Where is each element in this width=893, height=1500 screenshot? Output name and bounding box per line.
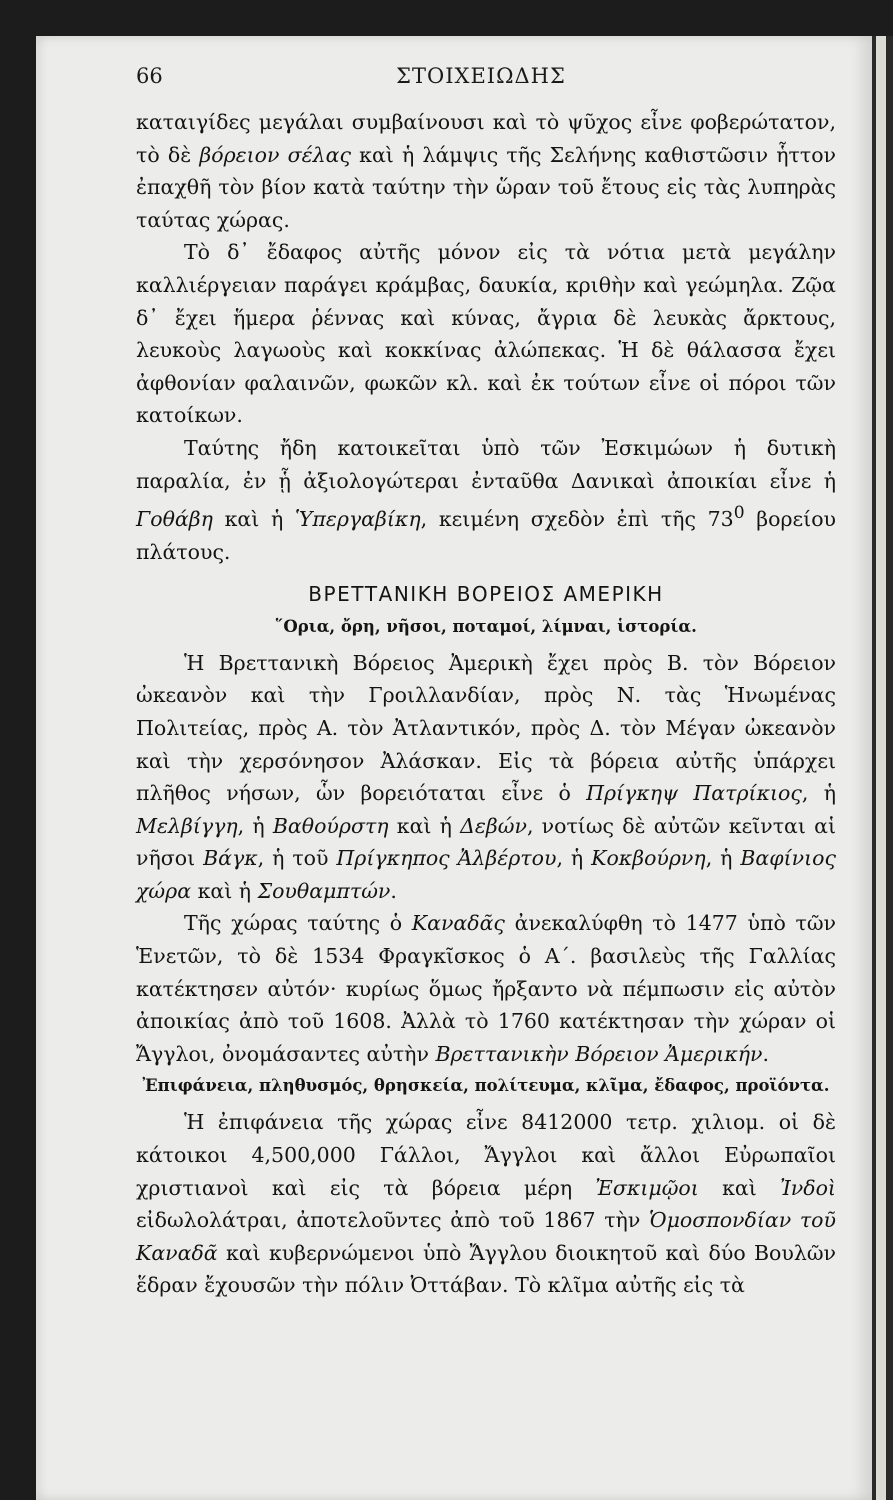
page-edge — [872, 36, 893, 1500]
paragraph-5: Τῆς χώρας ταύτης ὁ Καναδᾶς ἀνεκαλύφθη τὸ 1477 ὑπὸ τῶν Ἑνετῶν, τὸ δὲ 1534 Φραγκῖσκος ὁ Α΄. βασιλεὺς τῆς Γαλλίας κατέκτησεν αὐτόν· κυρίως ὅμως ἤρξαντο νὰ πέμπωσιν εἰς αὐτὸν ἀποικίας ἀπὸ τοῦ 1608. Ἀλλὰ τὸ 1760 κατέκτησαν τὴν χώραν οἱ Ἄγγλοι, ὀνομάσαντες αὐτὴν Βρεττανικὴν Βόρειον Ἀμερικήν. — [136, 911, 836, 1066]
paragraph-4: Ἡ Βρεττανικὴ Βόρειος Ἀμερικὴ ἔχει πρὸς Β. τὸν Βόρειον ὠκεανὸν καὶ τὴν Γροιλλανδίαν, πρὸς Ν. τὰς Ἡνωμένας Πολιτείας, πρὸς Α. τὸν Ἀτλαντικόν, πρὸς Δ. τὸν Μέγαν ὠκεανὸν καὶ τὴν χερσόνησον Ἀλάσκαν. Εἰς τὰ βόρεια αὐτῆς ὑπάρχει πλῆθος νήσων, ὧν βορειόταται εἶνε ὁ Πρίγκηψ Πατρίκιος, ἡ Μελβίγγη, ἡ Βαθούρστη καὶ ἡ Δεβών, νοτίως δὲ αὐτῶν κεῖνται αἱ νῆσοι Βάγκ, ἡ τοῦ Πρίγκηπος Ἀλβέρτου, ἡ Κοκβούρνη, ἡ Βαφίνιος χώρα καὶ ἡ Σουθαμπτών. — [136, 650, 836, 903]
running-title: ΣΤΟΙΧΕΙΩΔΗΣ — [396, 64, 566, 88]
paragraph-1: καταιγίδες μεγάλαι συμβαίνουσι καὶ τὸ ψῦχος εἶνε φοβερώτατον, τὸ δὲ βόρειον σέλας καὶ ἡ λάμψις τῆς Σελήνης καθιστῶσιν ἧττον ἐπαχθῆ τὸν βίον κατὰ ταύτην τὴν ὥραν τοῦ ἔτους εἰς τὰς λυπηρὰς ταύτας χώρας. — [136, 110, 836, 232]
subheading-1: ῞Ορια, ὄρη, νῆσοι, ποταμοί, λίμναι, ἱστορία. — [275, 616, 697, 636]
page-number: 66 — [136, 64, 163, 88]
book-page — [36, 36, 872, 1500]
body-text — [136, 106, 836, 1302]
paragraph-6: Ἡ ἐπιφάνεια τῆς χώρας εἶνε 8412000 τετρ. χιλιομ. οἱ δὲ κάτοικοι 4,500,000 Γάλλοι, Ἄγγλοι καὶ ἄλλοι Εὐρωπαῖοι χριστιανοὶ καὶ εἰς τὰ βόρεια μέρη Ἐσκιμῷοι καὶ Ἰνδοὶ εἰδωλολάτραι, ἀποτελοῦντες ἀπὸ τοῦ 1867 τὴν Ὁμοσπονδίαν τοῦ Καναδᾶ καὶ κυβερνώμενοι ὑπὸ Ἄγγλου διοικητοῦ καὶ δύο Βουλῶν ἕδραν ἔχουσῶν τὴν πόλιν Ὀττάβαν. Τὸ κλῖμα αὐτῆς εἰς τὰ — [136, 1110, 836, 1298]
page-header — [136, 64, 826, 94]
page-edge-strip — [876, 36, 886, 1500]
section-title: ΒΡΕΤΤΑΝΙΚΗ ΒΟΡΕΙΟΣ ΑΜΕΡΙΚΗ — [308, 582, 664, 607]
paragraph-3: Ταύτης ἤδη κατοικεῖται ὑπὸ τῶν Ἐσκιμώων ἡ δυτικὴ παραλία, ἐν ᾗ ἀξιολογώτεραι ἐνταῦθα Δανικαὶ ἀποικίαι εἶνε ἡ Γοθάβη καὶ ἡ Ὑπεργαβίκη, κειμένη σχεδὸν ἐπὶ τῆς $73^0$ βορείου πλάτους. — [136, 435, 837, 564]
paragraph-2: Τὸ δ᾽ ἔδαφος αὐτῆς μόνον εἰς τὰ νότια μετὰ μεγάλην καλλιέργειαν παράγει κράμβας, δαυκία, κριθὴν καὶ γεώμηλα. Ζῷα δ᾽ ἔχει ἥμερα ῥέννας καὶ κύνας, ἄγρια δὲ λευκὰς ἄρκτους, λευκοὺς λαγωοὺς καὶ κοκκίνας ἀλώπεκας. Ἡ δὲ θάλασσα ἔχει ἀφθονίαν φαλαινῶν, φωκῶν κλ. καὶ ἐκ τούτων εἶνε οἱ πόροι τῶν κατοίκων. — [136, 240, 836, 428]
subheading-2: Ἐπιφάνεια, πληθυσμός, θρησκεία, πολίτευμα, κλῖμα, ἔδαφος, προϊόντα. — [142, 1076, 830, 1096]
